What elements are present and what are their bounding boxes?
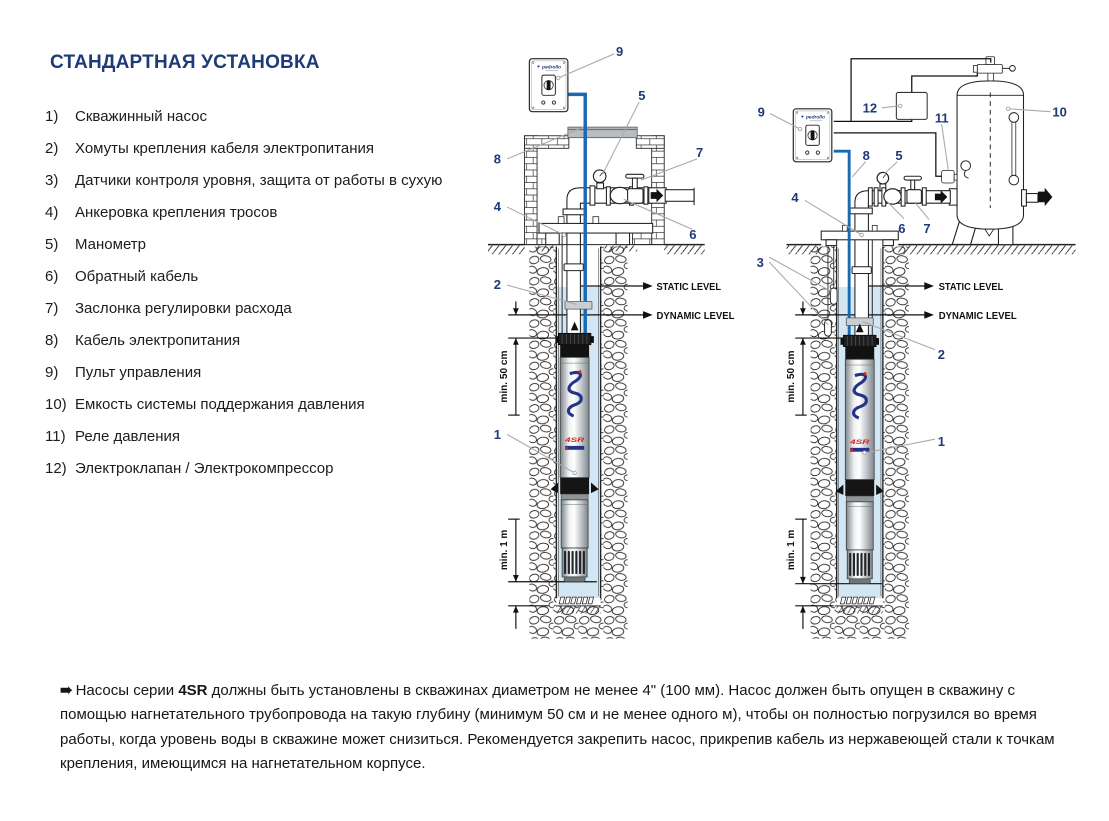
legend-item-8 (45, 325, 442, 357)
legend-item-num: 3) (45, 172, 59, 189)
sight-glass-tube (1012, 122, 1016, 175)
tank-drain (985, 229, 994, 236)
pressure-tank (942, 57, 1053, 245)
pipe-coupling (564, 264, 583, 271)
legend-item-label: Заслонка регулировки расхода (75, 300, 292, 317)
min-1m-label: min. 1 m (499, 529, 511, 571)
legend-item-num: 2) (45, 140, 59, 157)
callout-3: 3 (756, 254, 764, 270)
legend-item-num: 11) (45, 428, 66, 445)
gauge-stem (597, 183, 604, 189)
legend-item-label: Электроклапан / Электрокомпрессор (75, 460, 334, 477)
legend-item-label: Кабель электропитания (75, 332, 241, 349)
legend-item-6 (45, 261, 442, 293)
note-pump-model: 4SR (178, 682, 208, 699)
legend-item-num: 5) (45, 236, 59, 253)
check-valve-icon (610, 187, 629, 203)
check-valve-icon (884, 189, 901, 204)
diagram-borehole-pit (488, 44, 735, 639)
sight-glass-bottom (1009, 175, 1019, 185)
legend-item-num: 7) (45, 300, 59, 317)
level-probe-icon (830, 288, 837, 304)
riser-pipe (567, 232, 580, 340)
legend-item-num: 6) (45, 268, 59, 285)
min-50cm-label: min. 50 cm (499, 350, 511, 403)
sight-glass-top (1009, 113, 1019, 123)
tank-top-valve (977, 64, 1002, 73)
callout-6: 6 (898, 221, 906, 237)
callout-12: 12 (862, 100, 878, 116)
callout-8: 8 (862, 147, 870, 163)
static-level-label: STATIC LEVEL (656, 281, 722, 293)
note-text-before: Насосы серии (75, 682, 179, 699)
legend-item-label: Реле давления (75, 428, 181, 445)
callout-1: 1 (493, 427, 501, 443)
callout-8: 8 (493, 151, 501, 167)
legend-item-num: 9) (45, 364, 59, 381)
legend-item-label: Скважинный насос (75, 108, 207, 125)
legend-item-3 (45, 165, 442, 197)
legend-item-num: 1) (45, 108, 59, 125)
flow-valve-icon (628, 189, 643, 203)
callout-5: 5 (895, 147, 903, 163)
min-1m-label: min. 1 m (786, 529, 798, 571)
dynamic-level-label: DYNAMIC LEVEL (938, 310, 1017, 322)
legend-item-label: Емкость системы поддержания давления (75, 396, 365, 413)
callout-4: 4 (493, 198, 501, 214)
pipe-coupling (852, 267, 871, 274)
callout-11: 11 (934, 110, 949, 126)
legend-list (45, 101, 442, 485)
legend-item-9 (45, 357, 442, 389)
legend-item-label: Манометр (75, 236, 147, 253)
callout-9: 9 (757, 104, 765, 120)
callout-1: 1 (937, 433, 946, 449)
legend-item-2 (45, 133, 442, 165)
legend-item-label: Пульт управления (75, 364, 202, 381)
note-paragraph (60, 679, 1055, 777)
note-text-after: должны быть установлены в скважинах диаметром не менее 4" (100 мм). Насос должен быть опущен в скважину с помощью нагнетательного трубопровода на такую глубину (минимум 50 см и не менее одного м), чтобы он полностью погрузился во время работы, когда уровень воды в скважине может снизиться. Рекомендуется закрепить насос, прикрепив кабель из нержавеющей стали к точкам крепления, имеющимся на нагнетательном корпусе. (60, 682, 1055, 773)
surface-piping (563, 170, 694, 225)
installation-diagram: 4SR pedrollo min. 50 cm min. 1 m STATIC LEVEL DYNAMIC LEVEL 9 5 7 8 4 6 2 1 min. 50 cm min. 1 m STATIC LEVEL DYNAMIC LEVEL 9 12 11 10 8 5 4 6 7 3 2 1 (440, 25, 1109, 680)
tank-gauge-icon (961, 161, 971, 171)
min-50cm-label: min. 50 cm (786, 350, 798, 403)
pressure-switch-icon (942, 170, 955, 183)
legend-item-12 (45, 453, 442, 485)
outlet-arrow (1038, 188, 1052, 206)
diagram-pressure-system (757, 57, 1076, 639)
callout-10: 10 (1052, 104, 1067, 120)
page-title: СТАНДАРТНАЯ УСТАНОВКА (50, 52, 320, 73)
callout-7: 7 (923, 221, 931, 237)
callout-9: 9 (616, 43, 624, 59)
legend-item-7 (45, 293, 442, 325)
legend-item-num: 4) (45, 204, 59, 221)
dynamic-level-label: DYNAMIC LEVEL (656, 310, 735, 322)
note-arrow-icon: ➠ (60, 682, 73, 699)
legend-item-num: 8) (45, 332, 59, 349)
legend-item-num: 10) (45, 396, 67, 413)
legend-item-num: 12) (45, 460, 67, 477)
legend-item-label: Датчики контроля уровня, защита от работы в сухую (75, 172, 443, 189)
callout-7: 7 (695, 144, 704, 160)
callout-4: 4 (791, 190, 799, 206)
legend-item-label: Хомуты крепления кабеля электропитания (75, 140, 374, 157)
legend-item-10 (45, 389, 442, 421)
callout-6: 6 (689, 226, 697, 242)
valve-handwheel (626, 174, 644, 178)
callout-2: 2 (493, 276, 501, 292)
legend-item-5 (45, 229, 442, 261)
legend-item-1 (45, 101, 442, 133)
legend-item-4 (45, 197, 442, 229)
legend-item-11 (45, 421, 442, 453)
legend-item-label: Анкеровка крепления тросов (75, 204, 278, 221)
callout-5: 5 (638, 88, 646, 104)
callout-2: 2 (937, 347, 946, 363)
legend-item-label: Обратный кабель (75, 268, 199, 285)
flow-valve-icon (907, 190, 921, 203)
static-level-label: STATIC LEVEL (938, 281, 1004, 293)
valve-handwheel (904, 176, 921, 180)
